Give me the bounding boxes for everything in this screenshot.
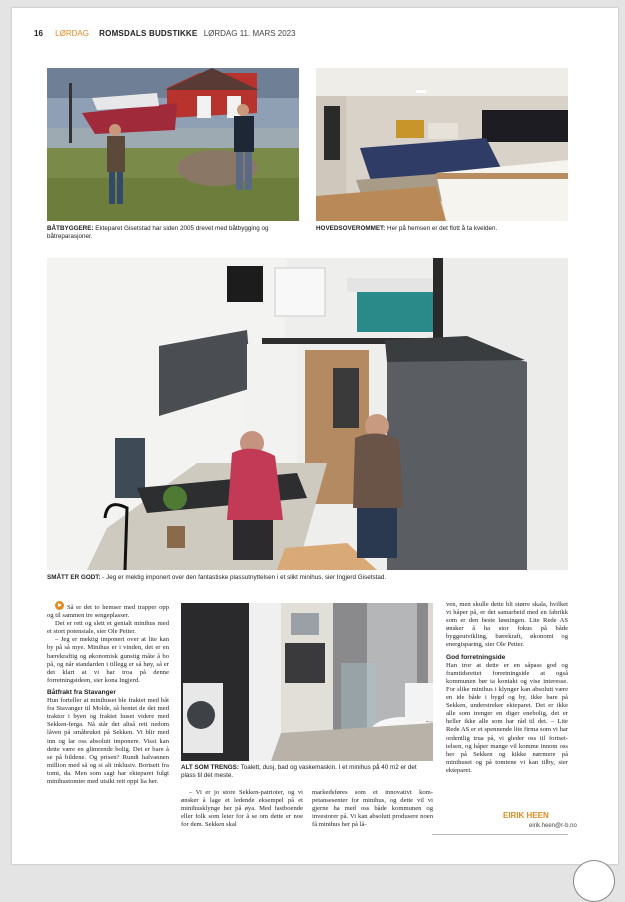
interior-photo-caption xyxy=(47,574,568,582)
page-number: 16 xyxy=(34,29,43,38)
caption-text: Toalett, dusj, bad og vaskemaskin. I et minihus på 40 m2 er det plass til det meste. xyxy=(181,764,417,779)
bathroom-photo-caption xyxy=(181,764,433,780)
article-column-1 xyxy=(47,601,169,786)
paragraph: Han tror at dette er en såpass god og framtidsrettet forretningside at også kommunen bør ta kontakt og vise interesse. For slike minihus i klynger kan absolutt være en ide både i bygd og by, ikke bare på Sekken, understreker ekteparet. Det er ikke alle som trenger en diger enebolig, det er heller ikke alle som har råd til det. – Lite Rede AS er et spennende lite firma som vi har ordentlig trua på, vi gleder oss til fortsettelsen, og håper mange vil komme innom oss her på Sekken og kikke nærmere på minihuset og på tomtene vi kan tilby, sier ekteparet. xyxy=(446,661,568,774)
article-column-3 xyxy=(312,789,433,829)
paragraph: Det er rett og slett et genialt minihus med et stort potensiale, sier Ole Petter. xyxy=(47,620,169,636)
paragraph: ven, men skulle dette bli større skala, hvilket vi håper på, er det samarbeid med en fabrikk som er den beste løsningen. Lite Rede AS ønsker å ha stor fokus på både byggeutvikling, bærekraft, økonomi og energisparing, sier Ole Petter. xyxy=(446,601,568,649)
paragraph: – Jeg er mektig imponert over at lite kan by på så mye. Minihus er i vinden, det er en bærekraftig og økonomisk gunstig måte å bo på, og når standarden i tillegg er så høy, så er det klart at vi har troa på denne forretningsideen, sier kona Ingjerd. xyxy=(47,636,169,684)
loft-bedroom-photo xyxy=(316,68,568,221)
minihouse-interior-photo xyxy=(47,258,568,570)
paragraph: Hun forteller at minihuset ble fraktet med båt fra Stavanger til Molde, så hentet de det med traktor i byen og fraktet huset videre med Sekken-ferga. Nå står det altså rett nedom låven på småbruket på Sekken. Vi blir med inn og lar oss absolutt imponere. Visst kan dette være en glimrende bolig. Det er bare å se på bildene. Og prisen? Rundt halvannen million med så og si alt inklusiv. Bortsett fra tomt, da. Men som sagt har ekteparet fulgt minihustomter med utsikt rett oppi lia her. xyxy=(47,697,169,785)
paragraph-text: Så er det to hemser med trapper opp og til sammen tre sengeplasser. xyxy=(47,604,169,620)
divider xyxy=(432,834,568,835)
bedroom-photo-caption xyxy=(316,225,568,233)
article-column-4 xyxy=(446,601,568,775)
caption-label: SMÅTT ER GODT: xyxy=(47,574,101,581)
caption-label: BÅTBYGGERE: xyxy=(47,225,94,232)
section-label: LØRDAG xyxy=(55,29,89,38)
caption-text: - Jeg er mektig imponert over den fantastiske plassutnyttelsen i et slikt minihus, sier Ingjerd Gisetstad. xyxy=(102,574,387,581)
paragraph xyxy=(47,601,169,620)
subheading: Båtfrakt fra Stavanger xyxy=(47,688,116,696)
caption-text: Her på hemsen er det flott å ta kvelden. xyxy=(387,225,498,232)
newspaper-name: ROMSDALS BUDSTIKKE xyxy=(99,29,198,38)
play-icon[interactable] xyxy=(55,601,64,610)
paragraph: markedsføres som et innovativt kompetansesenter for minihus, og dette vil vi gjerne ha med oss både kommunen og investorer på. Vi kan absolutt produsere noen få minihus her på lå- xyxy=(312,789,433,829)
caption-label: ALT SOM TRENGS: xyxy=(181,764,239,771)
article-column-2 xyxy=(181,789,303,829)
caption-label: HOVEDSOVEROMMET: xyxy=(316,225,386,232)
paragraph: – Vi er jo store Sekken-patrioter, og vi ønsker å lage et ledende eksempel på et minihusklynge her på øya. Med fastboende eller folk som leier for å se om dette er noe for dem. Sekken skal xyxy=(181,789,303,829)
boat-builders-photo xyxy=(47,68,299,221)
page-header xyxy=(34,29,296,38)
bathroom-photo xyxy=(181,603,433,761)
caption-text: Ekteparet Gisetstad har siden 2005 drevet med båtbygging og båtreparasjoner. xyxy=(47,225,269,240)
subheading: God forretningside xyxy=(446,653,506,661)
boat-photo-caption xyxy=(47,225,299,241)
issue-date: LØRDAG 11. MARS 2023 xyxy=(203,29,296,38)
author-name: EIRIK HEEN xyxy=(503,811,549,820)
page-corner-button[interactable] xyxy=(573,860,615,902)
author-email[interactable]: eirik.heen@r-b.no xyxy=(529,823,577,829)
